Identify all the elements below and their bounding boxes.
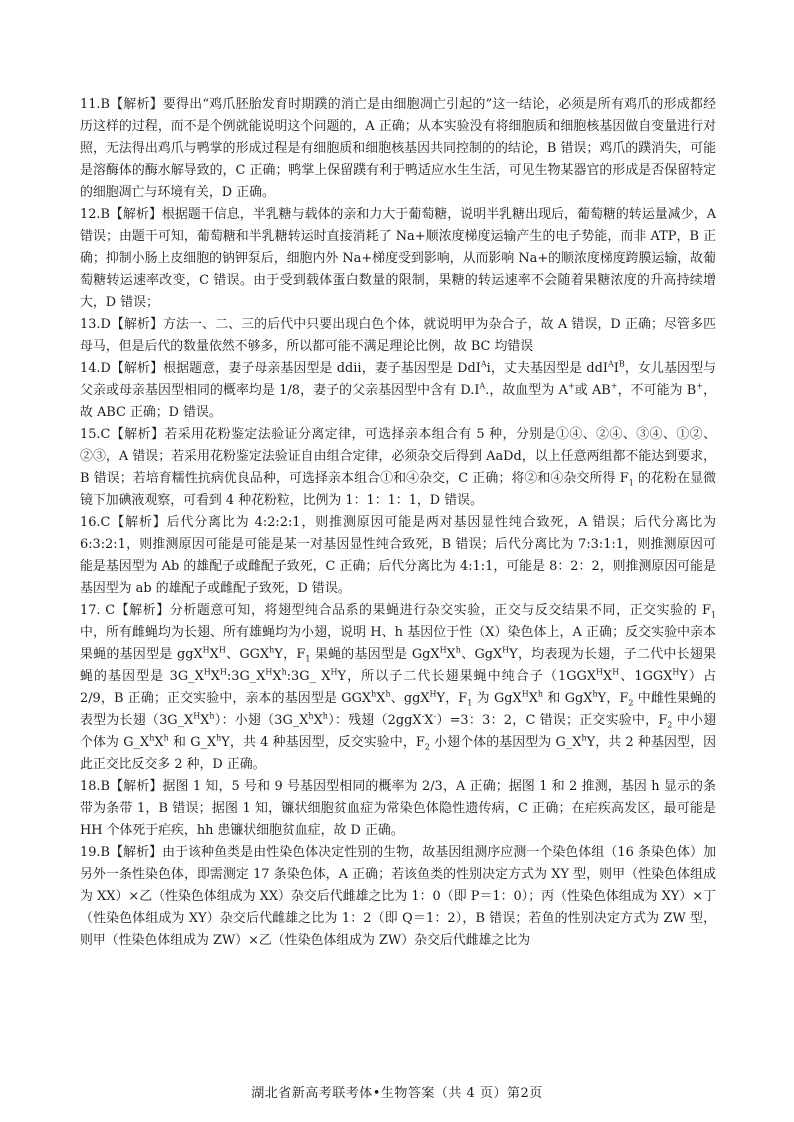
- answer-14: 14.D【解析】根据题意，妻子母亲基因型是 ddii，妻子基因型是 DdI$^A$i，丈夫基因型是 $ddI^AI^B$，女儿基因型与父亲或母亲基因型相同的概率均是 1/8，妻子的父亲基因型中含有 $D.I^A$.，故血型为 A+或 AB+，不可能为 B+，故 ABC 正确；D 错误。: [80, 359, 716, 420]
- answer-19: 19.B【解析】由于该种鱼类是由性染色体决定性别的生物，故基因组测序应测一个染色体组（16 条染色体）加另外一条性染色体，即需测定 17 条染色体，A 正确；若该鱼类的性别决定方式为 XY 型，则甲（性染色体组成为 XX）×乙（性染色体组成为 XX）杂交后代雌雄之比为 1：0（即 P＝1：0）；丙（性染色体组成为 XY）×丁（性染色体组成为 XY）杂交后代雌雄之比为 1：2（即 Q＝1：2），B 错误；若鱼的性别决定方式为 ZW 型，则甲（性染色体组成为 ZW）×乙（性染色体组成为 ZW）杂交后代雌雄之比为: [80, 845, 716, 948]
- answer-11: 11.B【解析】要得出“鸡爪胚胎发育时期蹼的消亡是由细胞凋亡引起的”这一结论，必须是所有鸡爪的形成都经历这样的过程，而不是个例就能说明这个问题的，A 正确；从本实验没有将细胞质和细胞核基因做自变量进行对照，无法得出鸡爪与鸭掌的形成过程是有细胞质和细胞核基因共同控制的的结论，B 错误；鸡爪的蹼消失，可能是溶酶体的酶水解导致的，C 正确；鸭掌上保留蹼有利于鸭适应水生生活，可见生物某器官的形成是否保留特定的细胞凋亡与环境有关，D 正确。: [80, 97, 716, 200]
- page-footer: 湖北省新高考联考体•生物答案（共 4 页）第2页: [251, 1086, 543, 1101]
- answer-12: 12.B【解析】根据题干信息，半乳糖与载体的亲和力大于葡萄糖，说明半乳糖出现后，葡萄糖的转运量减少，A 错误；由题干可知，葡萄糖和半乳糖转运时直接消耗了 Na+顺浓度梯度运输产生的电子势能，而非 ATP，B 正确；抑制小肠上皮细胞的钠钾泵后，细胞内外 Na+梯度受到影响，从而影响 Na+的顺浓度梯度跨膜运输，故葡萄糖转运速率改变，C 错误。由于受到载体蛋白数量的限制，果糖的转运速率不会随着果糖浓度的升高持续增大，D 错误；: [80, 207, 716, 310]
- answer-15: 15.C【解析】若采用花粉鉴定法验证分离定律，可选择亲本组合有 5 种，分别是①④、②④、③④、①②、②③，A 错误；若采用花粉鉴定法验证自由组合定律，必须杂交后得到 AaDd，以上任意两组都不能达到要求，B 错误；若培育糯性抗病优良品种，可选择亲本组合①和④杂交，C 正确；将②和④杂交所得 $F_1$ 的花粉在显微镜下加碘液观察，可看到 4 种花粉粒，比例为 1：1：1：1，D 错误。: [80, 427, 716, 508]
- answer-16: 16.C【解析】后代分离比为 4:2:2:1，则推测原因可能是两对基因显性纯合致死，A 错误；后代分离比为 6:3:2:1，则推测原因可能是可能是某一对基因显性纯合致死，B 错误；后代分离比为 7:3:1:1，则推测原因可能是基因型为 Ab 的雄配子或雌配子致死，C 正确；后代分离比为 4:1:1，可能是 8：2：2，则推测原因可能是基因型为 ab 的雄配子或雌配子致死，D 错误。: [80, 515, 716, 596]
- answer-13: 13.D【解析】方法一、二、三的后代中只要出现白色个体，就说明甲为杂合子，故 A 错误，D 正确；尽管多匹母马，但是后代的数量依然不够多，所以都可能不满足理论比例，故 BC 均错误: [80, 317, 716, 354]
- answer-content: [80, 94, 716, 952]
- answer-17: 17. C【解析】分析题意可知，将翅型纯合品系的果蝇进行杂交实验，正交与反交结果不同，正交实验的 $F_1$ 中，所有雌蝇均为长翅、所有雄蝇均为小翅，说明 H、h 基因位于性（X）染色体上，A 正确；反交实验中亲本果蝇的基因型是 $ggX^HX^H$、GGX$^h$Y，$F_1$ 果蝇的基因型是 $GgX^HX^h$、GgX$^H$Y，均表现为长翅，子二代中长翅果蝇的基因型是 $3G\_X^HX^H:3G\_X^HX^h:3G\_$ $X^HY$，所以子二代长翅果蝇中纯合子（$1GGX^HX^H$、$1GGX^HY$）占 2/9，B 正确；正交实验中，亲本的基因型是 $GGX^hX^h$、ggX$^H$Y，$F_1$ 为 $GgX^HX^h$ 和 GgX$^h$Y，$F_2$ 中雌性果蝇的表型为长翅$(3G\_X^HX^h)$：小翅$(3G\_X^hX^h)$：残翅（2ggX-X-）=3：3：2，C 错误；正交实验中，$F_2$ 中小翅个体为 $G\_X^hX^h$ 和 $G\_X^hY$，共 4 种基因型，反交实验中，$F_2$ 小翅个体的基因型为 $G\_X^hY$，共 2 种基因型，因此正交比反交多 2 种，D 正确。: [80, 603, 717, 772]
- answer-18: 18.B【解析】据图 1 知，5 号和 9 号基因型相同的概率为 2/3，A 正确；据图 1 和 2 推测，基因 h 显示的条带为条带 1，B 错误；据图 1 知，镰状细胞贫血症为常染色体隐性遗传病，C 正确；在疟疾高发区，最可能是 HH 个体死于疟疾，hh 患镰状细胞贫血症，故 D 正确。: [80, 779, 716, 838]
